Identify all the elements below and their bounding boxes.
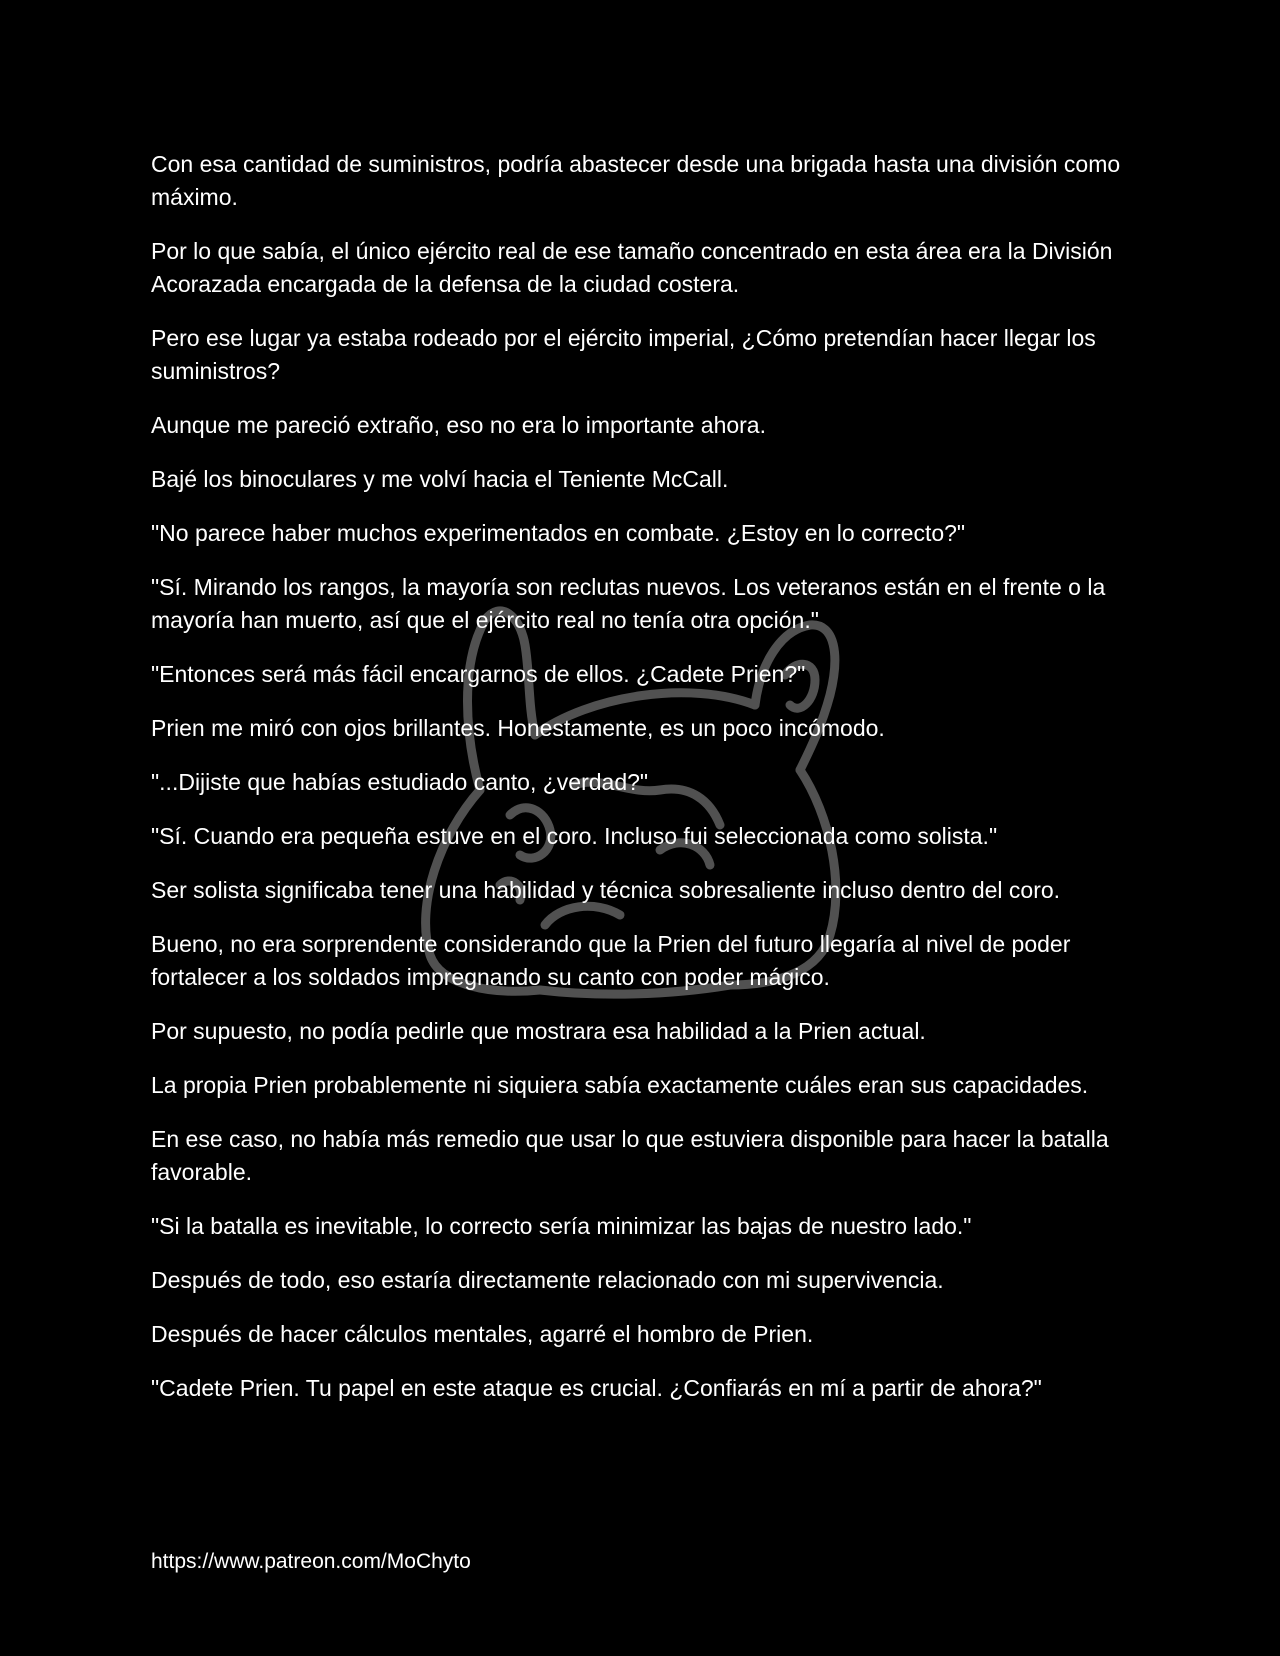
paragraph: "Si la batalla es inevitable, lo correcto sería minimizar las bajas de nuestro lado."	[151, 1213, 972, 1239]
document-page	[151, 148, 1141, 1426]
paragraph: "Cadete Prien. Tu papel en este ataque es crucial. ¿Confiarás en mí a partir de ahora?"	[151, 1375, 1042, 1401]
paragraph: Por lo que sabía, el único ejército real de ese tamaño concentrado en esta área era la División Acorazada encargada de la defensa de la ciudad costera.	[151, 238, 1113, 297]
paragraph: En ese caso, no había más remedio que usar lo que estuviera disponible para hacer la batalla favorable.	[151, 1126, 1109, 1185]
paragraph: Por supuesto, no podía pedirle que mostrara esa habilidad a la Prien actual.	[151, 1018, 926, 1044]
paragraph: Después de todo, eso estaría directamente relacionado con mi supervivencia.	[151, 1267, 944, 1293]
paragraph: Pero ese lugar ya estaba rodeado por el ejército imperial, ¿Cómo pretendían hacer llegar los suministros?	[151, 325, 1096, 384]
paragraph: La propia Prien probablemente ni siquiera sabía exactamente cuáles eran sus capacidades.	[151, 1072, 1089, 1098]
paragraph: Ser solista significaba tener una habilidad y técnica sobresaliente incluso dentro del coro.	[151, 877, 1061, 903]
paragraph: Aunque me pareció extraño, eso no era lo importante ahora.	[151, 412, 766, 438]
paragraph: "Sí. Mirando los rangos, la mayoría son reclutas nuevos. Los veteranos están en el frente o la mayoría han muerto, así que el ejército real no tenía otra opción."	[151, 574, 1106, 633]
paragraph: Con esa cantidad de suministros, podría abastecer desde una brigada hasta una división como máximo.	[151, 151, 1121, 210]
patreon-link[interactable]: https://www.patreon.com/MoChyto	[151, 1550, 471, 1573]
paragraph: "...Dijiste que habías estudiado canto, ¿verdad?"	[151, 769, 649, 795]
paragraph: Bajé los binoculares y me volví hacia el Teniente McCall.	[151, 466, 729, 492]
paragraph: "Sí. Cuando era pequeña estuve en el coro. Incluso fui seleccionada como solista."	[151, 823, 998, 849]
paragraph: "No parece haber muchos experimentados en combate. ¿Estoy en lo correcto?"	[151, 520, 966, 546]
paragraph: Prien me miró con ojos brillantes. Honestamente, es un poco incómodo.	[151, 715, 885, 741]
paragraph: Después de hacer cálculos mentales, agarré el hombro de Prien.	[151, 1321, 814, 1347]
paragraph: Bueno, no era sorprendente considerando que la Prien del futuro llegaría al nivel de poder fortalecer a los soldados impregnando su canto con poder mágico.	[151, 931, 1071, 990]
paragraph: "Entonces será más fácil encargarnos de ellos. ¿Cadete Prien?"	[151, 661, 806, 687]
